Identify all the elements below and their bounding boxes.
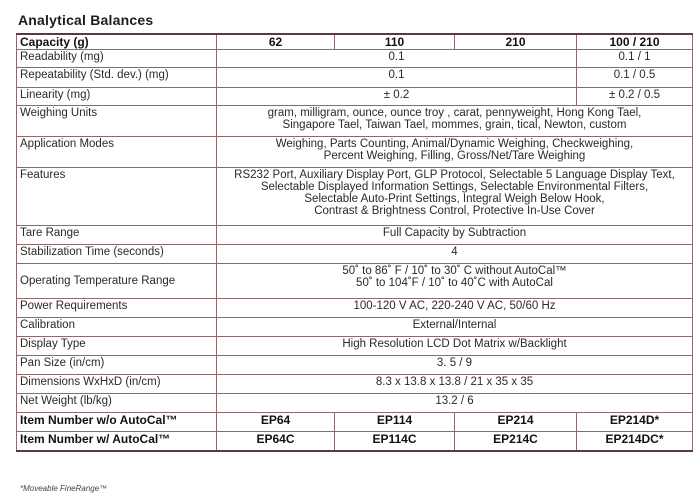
- row-value: 0.1: [217, 50, 577, 68]
- row-value-last: 0.1 / 0.5: [577, 68, 693, 88]
- row-value: [217, 264, 693, 299]
- row-value: 4: [217, 245, 693, 264]
- header-col-3: 210: [455, 34, 577, 50]
- table-row: [17, 245, 693, 264]
- row-value: High Resolution LCD Dot Matrix w/Backlight: [217, 337, 693, 356]
- item-number: EP214D*: [577, 413, 693, 432]
- row-value: External/Internal: [217, 318, 693, 337]
- item-number: EP64: [217, 413, 335, 432]
- row-label: Stabilization Time (seconds): [17, 245, 217, 264]
- row-label: Net Weight (lb/kg): [17, 394, 217, 413]
- table-row: [17, 356, 693, 375]
- table-row: [17, 394, 693, 413]
- spec-table: [16, 33, 693, 452]
- row-label: Display Type: [17, 337, 217, 356]
- item-number: EP214DC*: [577, 432, 693, 451]
- row-value: ± 0.2: [217, 88, 577, 106]
- item-row-with-autocal: [17, 432, 693, 451]
- row-value: [217, 137, 693, 168]
- row-value: 3. 5 / 9: [217, 356, 693, 375]
- row-label: Linearity (mg): [17, 88, 217, 106]
- row-label: Repeatability (Std. dev.) (mg): [17, 68, 217, 88]
- row-value: 0.1: [217, 68, 577, 88]
- page-title: Analytical Balances: [18, 12, 154, 28]
- row-value-line: 50˚ to 104˚F / 10˚ to 40˚C with AutoCal: [356, 277, 553, 289]
- row-label: Readability (mg): [17, 50, 217, 68]
- row-label: Item Number w/ AutoCal™: [17, 432, 217, 451]
- header-label: Capacity (g): [17, 34, 217, 50]
- table-row: [17, 337, 693, 356]
- row-value-last: ± 0.2 / 0.5: [577, 88, 693, 106]
- item-number: EP64C: [217, 432, 335, 451]
- table-row: [17, 299, 693, 318]
- row-label: Tare Range: [17, 226, 217, 245]
- table-row: [17, 226, 693, 245]
- row-value: [217, 168, 693, 226]
- row-value-line: Percent Weighing, Filling, Gross/Net/Tare Weighing: [323, 150, 586, 162]
- row-value-line: Contrast & Brightness Control, Protective In-Use Cover: [314, 205, 595, 217]
- row-label: Pan Size (in/cm): [17, 356, 217, 375]
- row-value-line: Selectable Auto-Print Settings, Integral Weigh Below Hook,: [304, 193, 605, 205]
- row-value: 8.3 x 13.8 x 13.8 / 21 x 35 x 35: [217, 375, 693, 394]
- row-value-last: 0.1 / 1: [577, 50, 693, 68]
- row-label: Operating Temperature Range: [17, 264, 217, 299]
- item-number: EP214C: [455, 432, 577, 451]
- table-row: [17, 88, 693, 106]
- item-number: EP214: [455, 413, 577, 432]
- row-label: Power Requirements: [17, 299, 217, 318]
- footnote: *Moveable FineRange™: [20, 484, 108, 493]
- table-row: [17, 375, 693, 394]
- row-value: 13.2 / 6: [217, 394, 693, 413]
- row-value-line: 50˚ to 86˚ F / 10˚ to 30˚ C without AutoCal™: [342, 265, 567, 277]
- header-col-1: 62: [217, 34, 335, 50]
- row-label: Weighing Units: [17, 106, 217, 137]
- table-row: [17, 68, 693, 88]
- row-value-line: Selectable Displayed Information Settings, Selectable Environmental Filters,: [260, 181, 649, 193]
- row-value: 100-120 V AC, 220-240 V AC, 50/60 Hz: [217, 299, 693, 318]
- row-value: Full Capacity by Subtraction: [217, 226, 693, 245]
- table-row: [17, 50, 693, 68]
- row-value-line: Weighing, Parts Counting, Animal/Dynamic Weighing, Checkweighing,: [275, 138, 634, 150]
- row-value: [217, 106, 693, 137]
- header-col-2: 110: [335, 34, 455, 50]
- row-label: Dimensions WxHxD (in/cm): [17, 375, 217, 394]
- table-row: [17, 264, 693, 299]
- row-label: Application Modes: [17, 137, 217, 168]
- item-row-without-autocal: [17, 413, 693, 432]
- table-row: [17, 168, 693, 226]
- table-row: [17, 106, 693, 137]
- header-col-4: 100 / 210: [577, 34, 693, 50]
- row-label: Features: [17, 168, 217, 226]
- row-label: Item Number w/o AutoCal™: [17, 413, 217, 432]
- table-row: [17, 137, 693, 168]
- item-number: EP114C: [335, 432, 455, 451]
- row-value-line: RS232 Port, Auxiliary Display Port, GLP Protocol, Selectable 5 Language Display Text,: [234, 169, 675, 181]
- item-number: EP114: [335, 413, 455, 432]
- row-label: Calibration: [17, 318, 217, 337]
- row-value-line: Singapore Tael, Taiwan Tael, mommes, grain, tical, Newton, custom: [282, 119, 627, 131]
- table-row: [17, 318, 693, 337]
- row-value-line: gram, milligram, ounce, ounce troy , carat, pennyweight, Hong Kong Tael,: [267, 107, 642, 119]
- table-header-row: [17, 34, 693, 50]
